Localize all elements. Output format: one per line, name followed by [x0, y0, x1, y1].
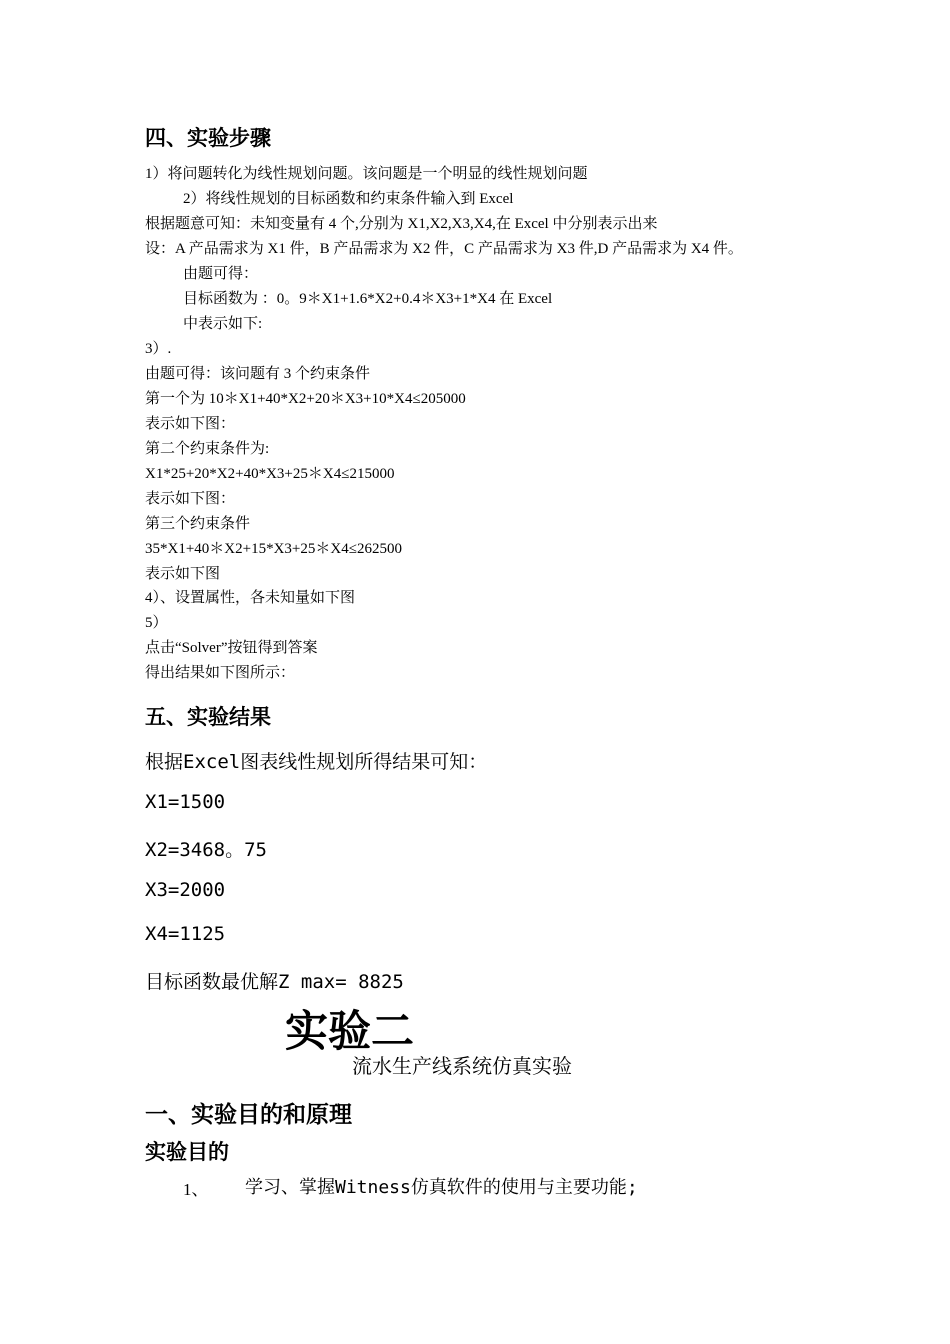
- derived-line: 由题可得：: [183, 266, 259, 282]
- shown-below-3-line: 表示如下图: [145, 566, 221, 582]
- constraint-2-line: X1*25+20*X2+40*X3+25＊X4≤215000: [145, 466, 395, 482]
- constraint-1-line: 第一个为 10＊X1+40*X2+20＊X3+10*X4≤205000: [145, 391, 466, 407]
- section-5-heading: 五、实验结果: [145, 705, 271, 729]
- result-x2: X2=3468。75: [145, 839, 267, 861]
- shown-below-1-line: 表示如下图：: [145, 416, 236, 432]
- purpose-subheading: 实验目的: [145, 1140, 229, 1164]
- step-3-line: 3）.: [145, 341, 172, 357]
- constraints-count-line: 由题可得：该问题有 3 个约束条件: [145, 366, 371, 382]
- result-x4: X4=1125: [145, 923, 226, 945]
- unknowns-line: 根据题意可知：未知变量有 4 个,分别为 X1,X2,X3,X4,在 Excel 中分别表示出来: [145, 216, 658, 232]
- section-4-heading: 四、实验步骤: [145, 126, 271, 150]
- solver-line: 点击“Solver”按钮得到答案: [145, 640, 318, 656]
- objective-shown-line: 中表示如下:: [183, 316, 263, 332]
- constraint-3-line: 35*X1+40＊X2+15*X3+25＊X4≤262500: [145, 541, 402, 557]
- shown-below-2-line: 表示如下图：: [145, 491, 236, 507]
- step-4-line: 4）、设置属性，各未知量如下图: [145, 590, 356, 606]
- result-x1: X1=1500: [145, 791, 226, 813]
- result-zmax: 目标函数最优解Z max= 8825: [145, 971, 404, 993]
- purpose-item-number: 1、: [183, 1180, 209, 1199]
- experiment-2-title: 实验二: [285, 1007, 414, 1057]
- constraint-2-title-line: 第二个约束条件为:: [145, 441, 270, 457]
- purpose-item-text: 学习、掌握Witness仿真软件的使用与主要功能;: [245, 1177, 638, 1198]
- experiment-2-subtitle: 流水生产线系统仿真实验: [352, 1054, 572, 1078]
- step-2-line: 2）将线性规划的目标函数和约束条件输入到 Excel: [183, 191, 514, 207]
- result-shown-line: 得出结果如下图所示：: [145, 665, 296, 681]
- variables-def-line: 设：A 产品需求为 X1 件，B 产品需求为 X2 件，C 产品需求为 X3 件,D 产品需求为 X4 件。: [145, 241, 743, 257]
- constraint-3-title-line: 第三个约束条件: [145, 516, 251, 532]
- result-x3: X3=2000: [145, 879, 226, 901]
- result-intro-line: 根据Excel图表线性规划所得结果可知：: [145, 751, 488, 773]
- step-1-line: 1）将问题转化为线性规划问题。该问题是一个明显的线性规划问题: [145, 166, 588, 182]
- section-1-heading: 一、实验目的和原理: [145, 1102, 352, 1128]
- objective-line: 目标函数为 ：0。9＊X1+1.6*X2+0.4＊X3+1*X4 在 Excel: [183, 291, 553, 307]
- step-5-line: 5）: [145, 615, 168, 631]
